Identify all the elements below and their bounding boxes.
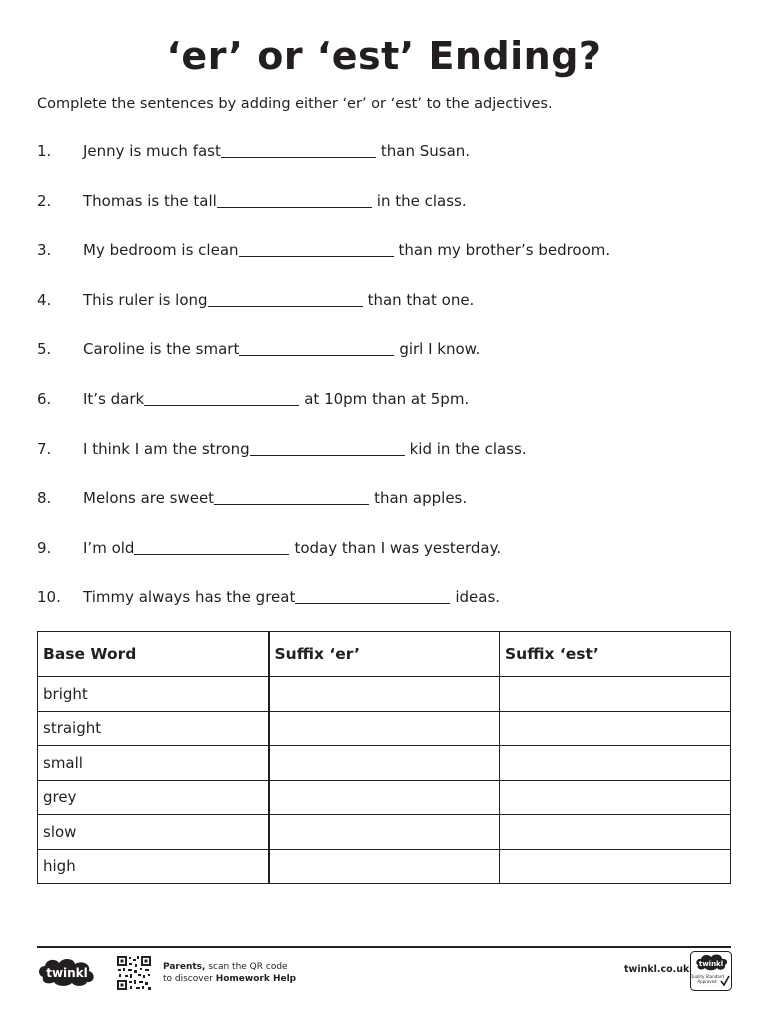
sentence-start: I think I am the strong bbox=[83, 439, 250, 458]
suffix-est-cell[interactable] bbox=[500, 849, 731, 884]
sentence-item bbox=[37, 439, 737, 489]
sentence-number: 6. bbox=[37, 389, 52, 408]
table-row bbox=[38, 849, 731, 884]
sentence-item bbox=[37, 488, 737, 538]
table-row bbox=[38, 815, 731, 850]
sentence-start: Caroline is the smart bbox=[83, 340, 240, 359]
suffix-er-cell[interactable] bbox=[269, 780, 500, 815]
sentence-end: than Susan. bbox=[380, 142, 471, 160]
table-header-row bbox=[38, 632, 731, 677]
table-row bbox=[38, 677, 731, 712]
header-suffix-er: Suffix ‘er’ bbox=[269, 632, 500, 677]
sentence-start: Jenny is much fast bbox=[83, 142, 221, 160]
badge-line-2: Approved bbox=[697, 979, 717, 984]
sentence-start: Timmy always has the great bbox=[83, 588, 296, 607]
answer-blank[interactable] bbox=[134, 540, 289, 555]
answer-blank[interactable] bbox=[217, 193, 372, 208]
badge-logo-text: twinkl bbox=[698, 960, 724, 968]
suffix-er-cell[interactable] bbox=[269, 849, 500, 884]
quality-badge-icon bbox=[690, 951, 732, 991]
sentence-end: girl I know. bbox=[399, 340, 481, 359]
sentence-item bbox=[37, 339, 737, 389]
page-title: ‘er’ or ‘est’ Ending? bbox=[166, 34, 602, 78]
sentence-number: 4. bbox=[37, 290, 52, 309]
suffix-er-cell[interactable] bbox=[269, 815, 500, 850]
sentence-number: 2. bbox=[37, 191, 52, 210]
suffix-est-cell[interactable] bbox=[500, 677, 731, 712]
twinkl-logo[interactable] bbox=[37, 955, 97, 987]
sentence-list bbox=[37, 141, 737, 637]
sentence-end: than that one. bbox=[367, 290, 475, 309]
suffix-er-cell[interactable] bbox=[269, 677, 500, 712]
base-word-cell: slow bbox=[38, 815, 269, 850]
site-link[interactable]: twinkl.co.uk bbox=[624, 964, 690, 975]
base-word-cell: high bbox=[38, 849, 269, 884]
sentence-item bbox=[37, 240, 737, 290]
discover-text: to discover bbox=[163, 974, 216, 984]
sentence-item bbox=[37, 141, 737, 191]
sentence-start: I’m old bbox=[83, 538, 135, 557]
answer-blank[interactable] bbox=[239, 341, 394, 356]
sentence-number: 8. bbox=[37, 489, 52, 508]
sentence-end: in the class. bbox=[376, 191, 467, 210]
sentence-start: Thomas is the tall bbox=[83, 191, 217, 210]
sentence-start: It’s dark bbox=[83, 389, 145, 408]
answer-blank[interactable] bbox=[221, 143, 376, 158]
sentence-item bbox=[37, 538, 737, 588]
sentence-item bbox=[37, 587, 737, 637]
table-row bbox=[38, 746, 731, 781]
badge-line-1: Quality Standard bbox=[690, 974, 724, 979]
suffix-est-cell[interactable] bbox=[500, 711, 731, 746]
sentence-end: today than I was yesterday. bbox=[294, 538, 502, 557]
answer-blank[interactable] bbox=[295, 589, 450, 604]
answer-blank[interactable] bbox=[144, 391, 299, 406]
sentence-number: 10. bbox=[37, 588, 61, 607]
table-body bbox=[38, 677, 731, 884]
base-word-cell: bright bbox=[38, 677, 269, 712]
footer-divider bbox=[37, 946, 731, 948]
sentence-start: This ruler is long bbox=[83, 290, 208, 309]
base-word-cell: straight bbox=[38, 711, 269, 746]
sentence-item bbox=[37, 389, 737, 439]
instructions: Complete the sentences by adding either ‘er’ or ‘est’ to the adjectives. bbox=[37, 96, 553, 112]
table-row bbox=[38, 711, 731, 746]
answer-blank[interactable] bbox=[208, 292, 363, 307]
sentence-number: 7. bbox=[37, 439, 52, 458]
sentence-number: 3. bbox=[37, 241, 52, 260]
qr-code-icon[interactable] bbox=[116, 955, 152, 991]
logo-text: twinkl bbox=[46, 966, 88, 980]
answer-blank[interactable] bbox=[214, 490, 369, 505]
header-base-word: Base Word bbox=[38, 632, 269, 677]
homework-help-note bbox=[163, 961, 296, 985]
sentence-item bbox=[37, 290, 737, 340]
sentence-end: than my brother’s bedroom. bbox=[398, 241, 611, 260]
base-word-cell: small bbox=[38, 746, 269, 781]
parents-label: Parents, bbox=[163, 962, 206, 972]
sentence-end: ideas. bbox=[455, 588, 501, 607]
suffix-est-cell[interactable] bbox=[500, 780, 731, 815]
sentence-number: 1. bbox=[37, 142, 52, 160]
suffix-er-cell[interactable] bbox=[269, 711, 500, 746]
sentence-start: My bedroom is clean bbox=[83, 241, 239, 260]
sentence-end: kid in the class. bbox=[409, 439, 527, 458]
sentence-number: 5. bbox=[37, 340, 52, 359]
sentence-start: Melons are sweet bbox=[83, 489, 215, 508]
suffix-est-cell[interactable] bbox=[500, 746, 731, 781]
answer-blank[interactable] bbox=[250, 441, 405, 456]
suffix-er-cell[interactable] bbox=[269, 746, 500, 781]
suffix-table bbox=[37, 631, 731, 884]
homework-help-label: Homework Help bbox=[215, 974, 297, 984]
header-suffix-est: Suffix ‘est’ bbox=[500, 632, 731, 677]
table-row bbox=[38, 780, 731, 815]
answer-blank[interactable] bbox=[239, 242, 394, 257]
suffix-est-cell[interactable] bbox=[500, 815, 731, 850]
scan-text: scan the QR code bbox=[205, 962, 288, 972]
sentence-number: 9. bbox=[37, 538, 52, 557]
sentence-item bbox=[37, 191, 737, 241]
base-word-cell: grey bbox=[38, 780, 269, 815]
sentence-end: at 10pm than at 5pm. bbox=[304, 389, 470, 408]
sentence-end: than apples. bbox=[374, 489, 468, 508]
